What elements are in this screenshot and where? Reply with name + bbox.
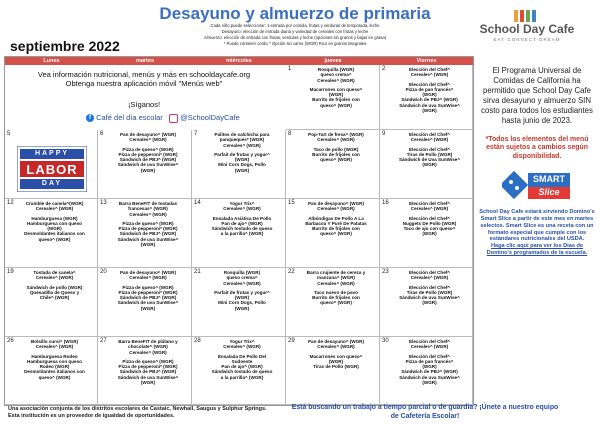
menu-items (295, 339, 377, 369)
menu-items (295, 270, 377, 306)
menu-item: Cereales^ (WGR) (223, 344, 261, 350)
day-number: 14 (194, 200, 201, 206)
menu-item: Rosquilla (WGR) (317, 67, 355, 72)
menu-item: Nuggets De Pollo (WGR) (402, 220, 457, 226)
menu-item: (WGR) (234, 295, 250, 301)
menu-item: Desmoldantes italianos con (24, 231, 85, 237)
menu-items (107, 270, 189, 311)
labor-day-graphic (17, 146, 87, 192)
menu-item: Pizza de pan francés^ (405, 358, 454, 364)
day-number: 8 (288, 131, 292, 137)
calendar-day-cell (380, 130, 473, 199)
menu-item: Sándwich de PBJ^ (WGR) (119, 295, 177, 301)
menu-item: (WGR) (422, 300, 437, 306)
instagram-link[interactable]: @SchoolDayCafe (169, 113, 240, 123)
day-number: 23 (382, 269, 389, 275)
menu-item: (WGR) (422, 380, 437, 386)
sidebar (478, 66, 596, 257)
menu-item: Cereales^ (WGR) (410, 275, 449, 281)
day-number: 13 (100, 200, 107, 206)
day-number: 5 (7, 131, 11, 137)
menu-item: Hamburguesa con queso (27, 358, 82, 364)
menu-item: Bolsillo cursi^ (WGR) (30, 339, 79, 344)
menu-items (14, 339, 95, 380)
menu-item: Pizza de queso^ (WGR) (122, 284, 174, 290)
menu-items (389, 201, 470, 237)
menu-item: Sándwich de uva SunWise^ (117, 162, 179, 168)
menu-item: Barbacoa Y Puré De Patatas (305, 220, 367, 226)
menu-items (389, 132, 470, 168)
menu-item: Cereales^ (WGR) (35, 344, 74, 350)
menu-item: Albóndigas De Pollo A La (308, 215, 364, 221)
menu-item: Macarrones con queso^ (309, 86, 363, 92)
menu-item: Burrito de frijoles con (312, 295, 360, 301)
day-number: 7 (194, 131, 198, 137)
menu-item: Cereales^ (WGR) (410, 137, 449, 143)
menu-item: Cereales^ (WGR) (410, 72, 449, 78)
menu-item: (WGR) (140, 167, 156, 173)
calendar-day-cell (98, 268, 192, 337)
logo-tagline: EAT·CONNECT·DREAM (493, 37, 561, 42)
menu-item: Mini Corn Dogs, Pollo (218, 162, 266, 168)
subtitle-line: Almuerzo: elección de entrada con frutas, verduras y leche (opciones sin granos y bajas en grasa) (203, 35, 387, 40)
page-title: Desayuno y almuerzo de primaria (159, 4, 431, 23)
subtitle-line: * Puede contener cerdo ^ Opción sin carne (WGR) Rico en granos integrales (223, 41, 367, 46)
menu-item: (WGR) (328, 92, 344, 98)
menu-item: Rodeo (WGR) (39, 364, 70, 370)
menu-item: a la parrilla^ (WGR) (220, 231, 264, 237)
instagram-icon (169, 114, 178, 123)
menu-item: (WGR) (422, 108, 437, 114)
menu-item: a la parrilla^ (WGR) (220, 374, 264, 380)
menu-item: Cereales^ (WGR) (223, 280, 261, 286)
calendar-day-cell (286, 65, 380, 130)
menu-item: Quesadilla de Queso y (29, 289, 80, 295)
menu-item: queso^ (WGR) (38, 374, 71, 380)
menu-item: Sándwich tostado de queso (211, 369, 273, 375)
menu-item: Cereales^ (WGR) (317, 280, 355, 286)
menu-item: Elección del Chef^ (409, 339, 450, 344)
menu-item: Sándwich de uva SunWise^ (399, 102, 460, 108)
menu-item: Tiras de Pollo (WGR) (406, 289, 453, 295)
calendar-day-cell (286, 337, 380, 405)
menu-items (107, 201, 189, 247)
menu-item: Cereales^ (WGR) (317, 206, 355, 212)
menu-item: Cereales^ (WGR) (35, 275, 74, 281)
menu-item: manzana^ (WGR) (317, 275, 355, 281)
menu-items (14, 270, 95, 300)
day-number: 26 (7, 338, 14, 344)
menu-item: panqueques* (WGR) (219, 137, 265, 143)
month-title: septiembre 2022 (10, 38, 120, 54)
menu-items (201, 132, 283, 173)
menu-item: Elección del Chef^ (409, 132, 450, 137)
weekday-label: Viernes (416, 58, 437, 64)
menu-items (201, 339, 283, 380)
menu-items (14, 201, 95, 242)
day-number: 9 (382, 131, 386, 137)
availability-note: *Todos los elementos del menú están sujetos a cambios según disponibilidad. (485, 136, 589, 160)
menu-item: Pan de desayuno^ (WGR) (307, 201, 365, 206)
menu-item: Pan de ajo^ (WGR) (221, 220, 263, 226)
menu-item: queso^ (WGR) (320, 231, 352, 237)
menu-items (107, 339, 189, 385)
menu-item: (WGR) (234, 167, 250, 173)
menu-item: queso crema^ (320, 72, 352, 78)
calendar-day-cell (286, 130, 380, 199)
menu-item: Pizza de pepperoni* (WGR) (118, 289, 178, 295)
menu-item: Tostada de canela^ (33, 270, 76, 275)
calendar-day-cell (98, 130, 192, 199)
weekday-label: miércoles (226, 58, 252, 64)
menu-item: Elección del Chef^ (409, 67, 450, 72)
smart-slice-logo-word: Slice (538, 187, 560, 198)
menu-item: queso^ (WGR) (320, 102, 352, 108)
menu-item: Burrito de frijoles con (312, 226, 360, 232)
calendar-day-cell (5, 268, 98, 337)
menu-item: Yogur Trix^ (229, 339, 255, 344)
menu-item: Cereales^ (WGR) (317, 137, 355, 143)
weekday-header (5, 57, 473, 65)
day-number: 29 (288, 338, 295, 344)
menu-item: (WGR) (422, 92, 437, 98)
menu-item: Yogur Trix^ (229, 201, 255, 206)
day-number: 21 (194, 269, 201, 275)
menu-item: Pizza de pepperoni* (WGR) (118, 151, 178, 157)
info-panel (6, 66, 282, 130)
calendar-day-cell (98, 199, 192, 268)
menu-items (295, 132, 377, 162)
menu-item: Rosquilla (WGR) (223, 270, 261, 275)
menu-item: Pan de desayuno^ (WGR) (307, 339, 365, 344)
menu-item: (WGR) (328, 358, 344, 364)
jobs-link[interactable]: Está buscando un trabajo a tiempo parcial o de guardia? ¡Únete a nuestro equipo de Cafetería Escolar! (291, 404, 559, 420)
day-number: 30 (382, 338, 389, 344)
dominos-days-link[interactable]: Haga clic aquí para ver los Días de Domino's programados de la escuela. (486, 243, 588, 256)
menu-items (201, 201, 283, 237)
menu-item: Elección del Chef^ (409, 270, 450, 275)
calendar-day-cell (5, 130, 98, 199)
menu-item: francesas^ (WGR) (128, 206, 168, 212)
menu-item: (WGR) (422, 231, 437, 237)
weekday-label: martes (135, 58, 155, 64)
subtitle-line: Desayuno: elección de entrada diaria y variedad de cereales con frutas y leche (221, 29, 369, 34)
menu-item: Hamburguesa (WGR) (31, 215, 78, 221)
smart-slice-logo (502, 169, 572, 203)
day-number: 20 (100, 269, 107, 275)
menu-item: (WGR) (422, 162, 437, 168)
calendar-day-cell (5, 337, 98, 405)
menu-item: Hamburguesa Rodeo (31, 353, 78, 359)
menu-item: Hamburguesa con queso (27, 220, 82, 226)
menu-item: Sándwich de PBJ^ (WGR) (401, 97, 458, 103)
menu-item: chocolate^ (WGR) (128, 344, 168, 350)
menu-item: (WGR) (234, 157, 250, 163)
weekday-label: jueves (324, 58, 342, 64)
universal-meals-note: El Programa Universal de Comidas de California ha permitido que School Day Cafe sirva desayuno y almuerzo SIN costo para todos los estudiantes hasta junio de 2023. (481, 66, 593, 125)
equal-opportunity-text: Esta institución es un proveedor de igualdad de oportunidades. (8, 413, 175, 419)
holiday-text-bottom: DAY (41, 180, 63, 187)
menu-item: Sándwich de PBJ^ (WGR) (119, 231, 177, 237)
calendar-day-cell (380, 268, 473, 337)
calendar-day-cell (98, 337, 192, 405)
calendar-day-cell (380, 337, 473, 405)
menu-item: Pizza de queso^ (WGR) (122, 146, 174, 152)
menu-item: Sándwich de uva SunWise^ (117, 300, 179, 306)
menu-item: Sándwich de PBJ^ (WGR) (401, 369, 458, 375)
facebook-icon: f (86, 114, 94, 122)
menu-item: Cereales^ (WGR) (129, 349, 167, 355)
calendar-day-cell (380, 199, 473, 268)
facebook-link[interactable]: f Café del día escolar (86, 113, 163, 122)
menu-item: Palitos de salchicha para (214, 132, 270, 137)
menu-item: Pizza de queso^ (WGR) (122, 220, 174, 226)
menu-item: Ensalada Asiática De Pollo (212, 215, 272, 221)
day-number: 15 (288, 200, 295, 206)
menu-item: Cereales^ (WGR) (129, 137, 167, 143)
menu-item: (WGR) (234, 305, 250, 311)
calendar-day-cell (286, 199, 380, 268)
calendar-day-cell (192, 337, 286, 405)
holiday-text-mid: LABOR (26, 162, 78, 177)
weekday-label: Lunes (43, 58, 60, 64)
menu-item: Cereales^ (WGR) (410, 344, 449, 350)
menu-calendar (4, 56, 474, 406)
menu-item: Mini Corn Dogs, Pollo (218, 300, 266, 306)
day-number: 27 (100, 338, 107, 344)
menu-item: Sándwich de pollo (WGR) (26, 284, 83, 290)
menu-item: Barra crujiente de cereza y (306, 270, 366, 275)
menu-item: Barra BeneFIT de plátano y (118, 339, 178, 344)
smart-slice-logo-word: SMART (533, 174, 565, 185)
holiday-text-top: HAPPY (34, 150, 70, 157)
calendar-day-cell (286, 268, 380, 337)
follow-us-text: ¡Síganos! (127, 100, 161, 109)
day-number: 19 (7, 269, 14, 275)
menu-item: Burrito de frijoles con (312, 151, 360, 157)
menu-item: (WGR) (422, 364, 437, 370)
menu-item: Sándwich de uva SunWise^ (399, 295, 460, 301)
calendar-day-cell (380, 65, 473, 130)
menu-item: Sudoeste (231, 358, 253, 364)
menu-item: Parfait de frutas y yogur^ (214, 289, 270, 295)
calendar-day-cell (5, 199, 98, 268)
menu-item: Elección del Chef^ (409, 146, 450, 152)
day-number: 28 (194, 338, 201, 344)
menu-item: Pizza de pan francés^ (405, 86, 454, 92)
menu-item: Desmoldantes italianos con (24, 369, 85, 375)
menu-item: Cereales^ (WGR) (410, 206, 449, 212)
menu-item: Taco nuevo de pavo (314, 289, 358, 295)
menu-item: queso^ (WGR) (38, 236, 71, 242)
menu-item: Sándwich de uva SunWise^ (117, 374, 179, 380)
menu-item: Pizza de queso^ (WGR) (122, 358, 174, 364)
menu-items (389, 67, 470, 113)
logo-text: School Day Cafe (479, 22, 575, 36)
menu-item: Sándwich de uva SunWise^ (399, 374, 460, 380)
menu-item: Crumble de canela^(WGR) (25, 201, 84, 206)
menu-item: Chile^ (WGR) (39, 295, 70, 301)
menu-item: (WGR) (140, 305, 156, 311)
day-number: 2 (382, 66, 386, 72)
menu-item: Pizza de pepperoni* (WGR) (118, 364, 178, 370)
menu-item: Pop-Tart de fresa^ (WGR) (308, 132, 364, 137)
menu-items (389, 339, 470, 385)
menu-item: Cereales^ (WGR) (35, 206, 74, 212)
menu-item: Sándwich de PBJ^ (WGR) (119, 369, 177, 375)
subtitle-line: Cada niño puede seleccionar: 1 entrada por comida, frutas y verduras de temporada, leche (210, 23, 380, 28)
menu-item: Sándwich de uva SunWise^ (117, 236, 179, 242)
menu-item: queso^ (WGR) (320, 157, 352, 163)
menu-item: Sándwich tostado de queso (211, 226, 273, 232)
menu-item: Burrito de frijoles con (312, 97, 360, 103)
menu-item: Cereales^ (WGR) (317, 344, 355, 350)
menu-item: (WGR) (47, 226, 62, 232)
menu-item: Ensalada De Pollo Del (217, 353, 267, 359)
school-day-cafe-logo (462, 10, 592, 50)
menu-item: Pan de desayuno^ (WGR) (119, 270, 177, 275)
menu-items (389, 270, 470, 306)
menu-item: (WGR) (140, 242, 156, 248)
menu-item: Barra BeneFIT de tostadas (118, 201, 178, 206)
day-number: 16 (382, 200, 389, 206)
menu-item: Pan de desayuno^ (WGR) (119, 132, 177, 137)
menu-item: Elección del Chef^ (409, 81, 450, 87)
menu-item: Sándwich de Uva SunWise^ (398, 157, 461, 163)
menu-items (107, 132, 189, 173)
menu-item: Parfait de frutas y yogur^ (214, 151, 270, 157)
menu-item: Cereales^ (WGR) (223, 206, 261, 212)
menu-item: Elección del Chef^ (409, 201, 450, 206)
day-number: 1 (288, 66, 292, 72)
day-number: 22 (288, 269, 295, 275)
day-number: 6 (100, 131, 104, 137)
info-website-text: Vea información nutricional, menús y más en schooldaycafe.org Obtenga nuestra aplicación móvil "Menús web" (37, 70, 251, 88)
menu-item: Sándwich de PBJ^ (WGR) (119, 157, 177, 163)
menu-items (295, 201, 377, 237)
menu-item: Elección del Chef^ (409, 353, 450, 359)
menu-item: Cereales^ (WGR) (129, 275, 167, 281)
menu-item: Cereales^ (WGR) (223, 142, 261, 148)
menu-item: queso^ (WGR) (320, 300, 352, 306)
menu-item: Taco de ajo con queso^ (403, 226, 456, 232)
menu-item: Macarrones con queso^ (309, 353, 363, 359)
menu-item: queso crema^ (226, 275, 258, 281)
menu-item: Tiras de Pollo (WGR) (313, 364, 359, 370)
menu-item: Elección del Chef^ (409, 284, 450, 290)
day-number: 12 (7, 200, 14, 206)
calendar-day-cell (192, 199, 286, 268)
calendar-day-cell (192, 130, 286, 199)
menu-item: Tiras de Pollo (WGR) (406, 151, 453, 157)
calendar-day-cell (192, 268, 286, 337)
smart-slice-description: School Day Cafe estará sirviendo Domino's Smart Slice a partir de este mes en martes selectos. Smart Slice es una receta con un formato especial que cumple con los estándares nutricionales del USDA. (479, 209, 595, 243)
district-partnership-text: Una asociación conjunta de los distritos escolares de Castaic, Newhall, Saugus y Sulphur Springs. (8, 406, 267, 412)
menu-item: Taco de pollo (WGR) (313, 146, 359, 152)
menu-item: Cereales^ (WGR) (129, 211, 167, 217)
menu-item: Cereales^ (WGR) (317, 77, 355, 83)
menu-item: Pizza de pepperoni* (WGR) (118, 226, 178, 232)
menu-item: Elección del Chef^ (409, 215, 450, 221)
menu-item: Pan de ajo^ (WGR) (221, 364, 263, 370)
menu-item: (WGR) (140, 380, 156, 386)
menu-items (295, 67, 377, 108)
menu-items (201, 270, 283, 311)
